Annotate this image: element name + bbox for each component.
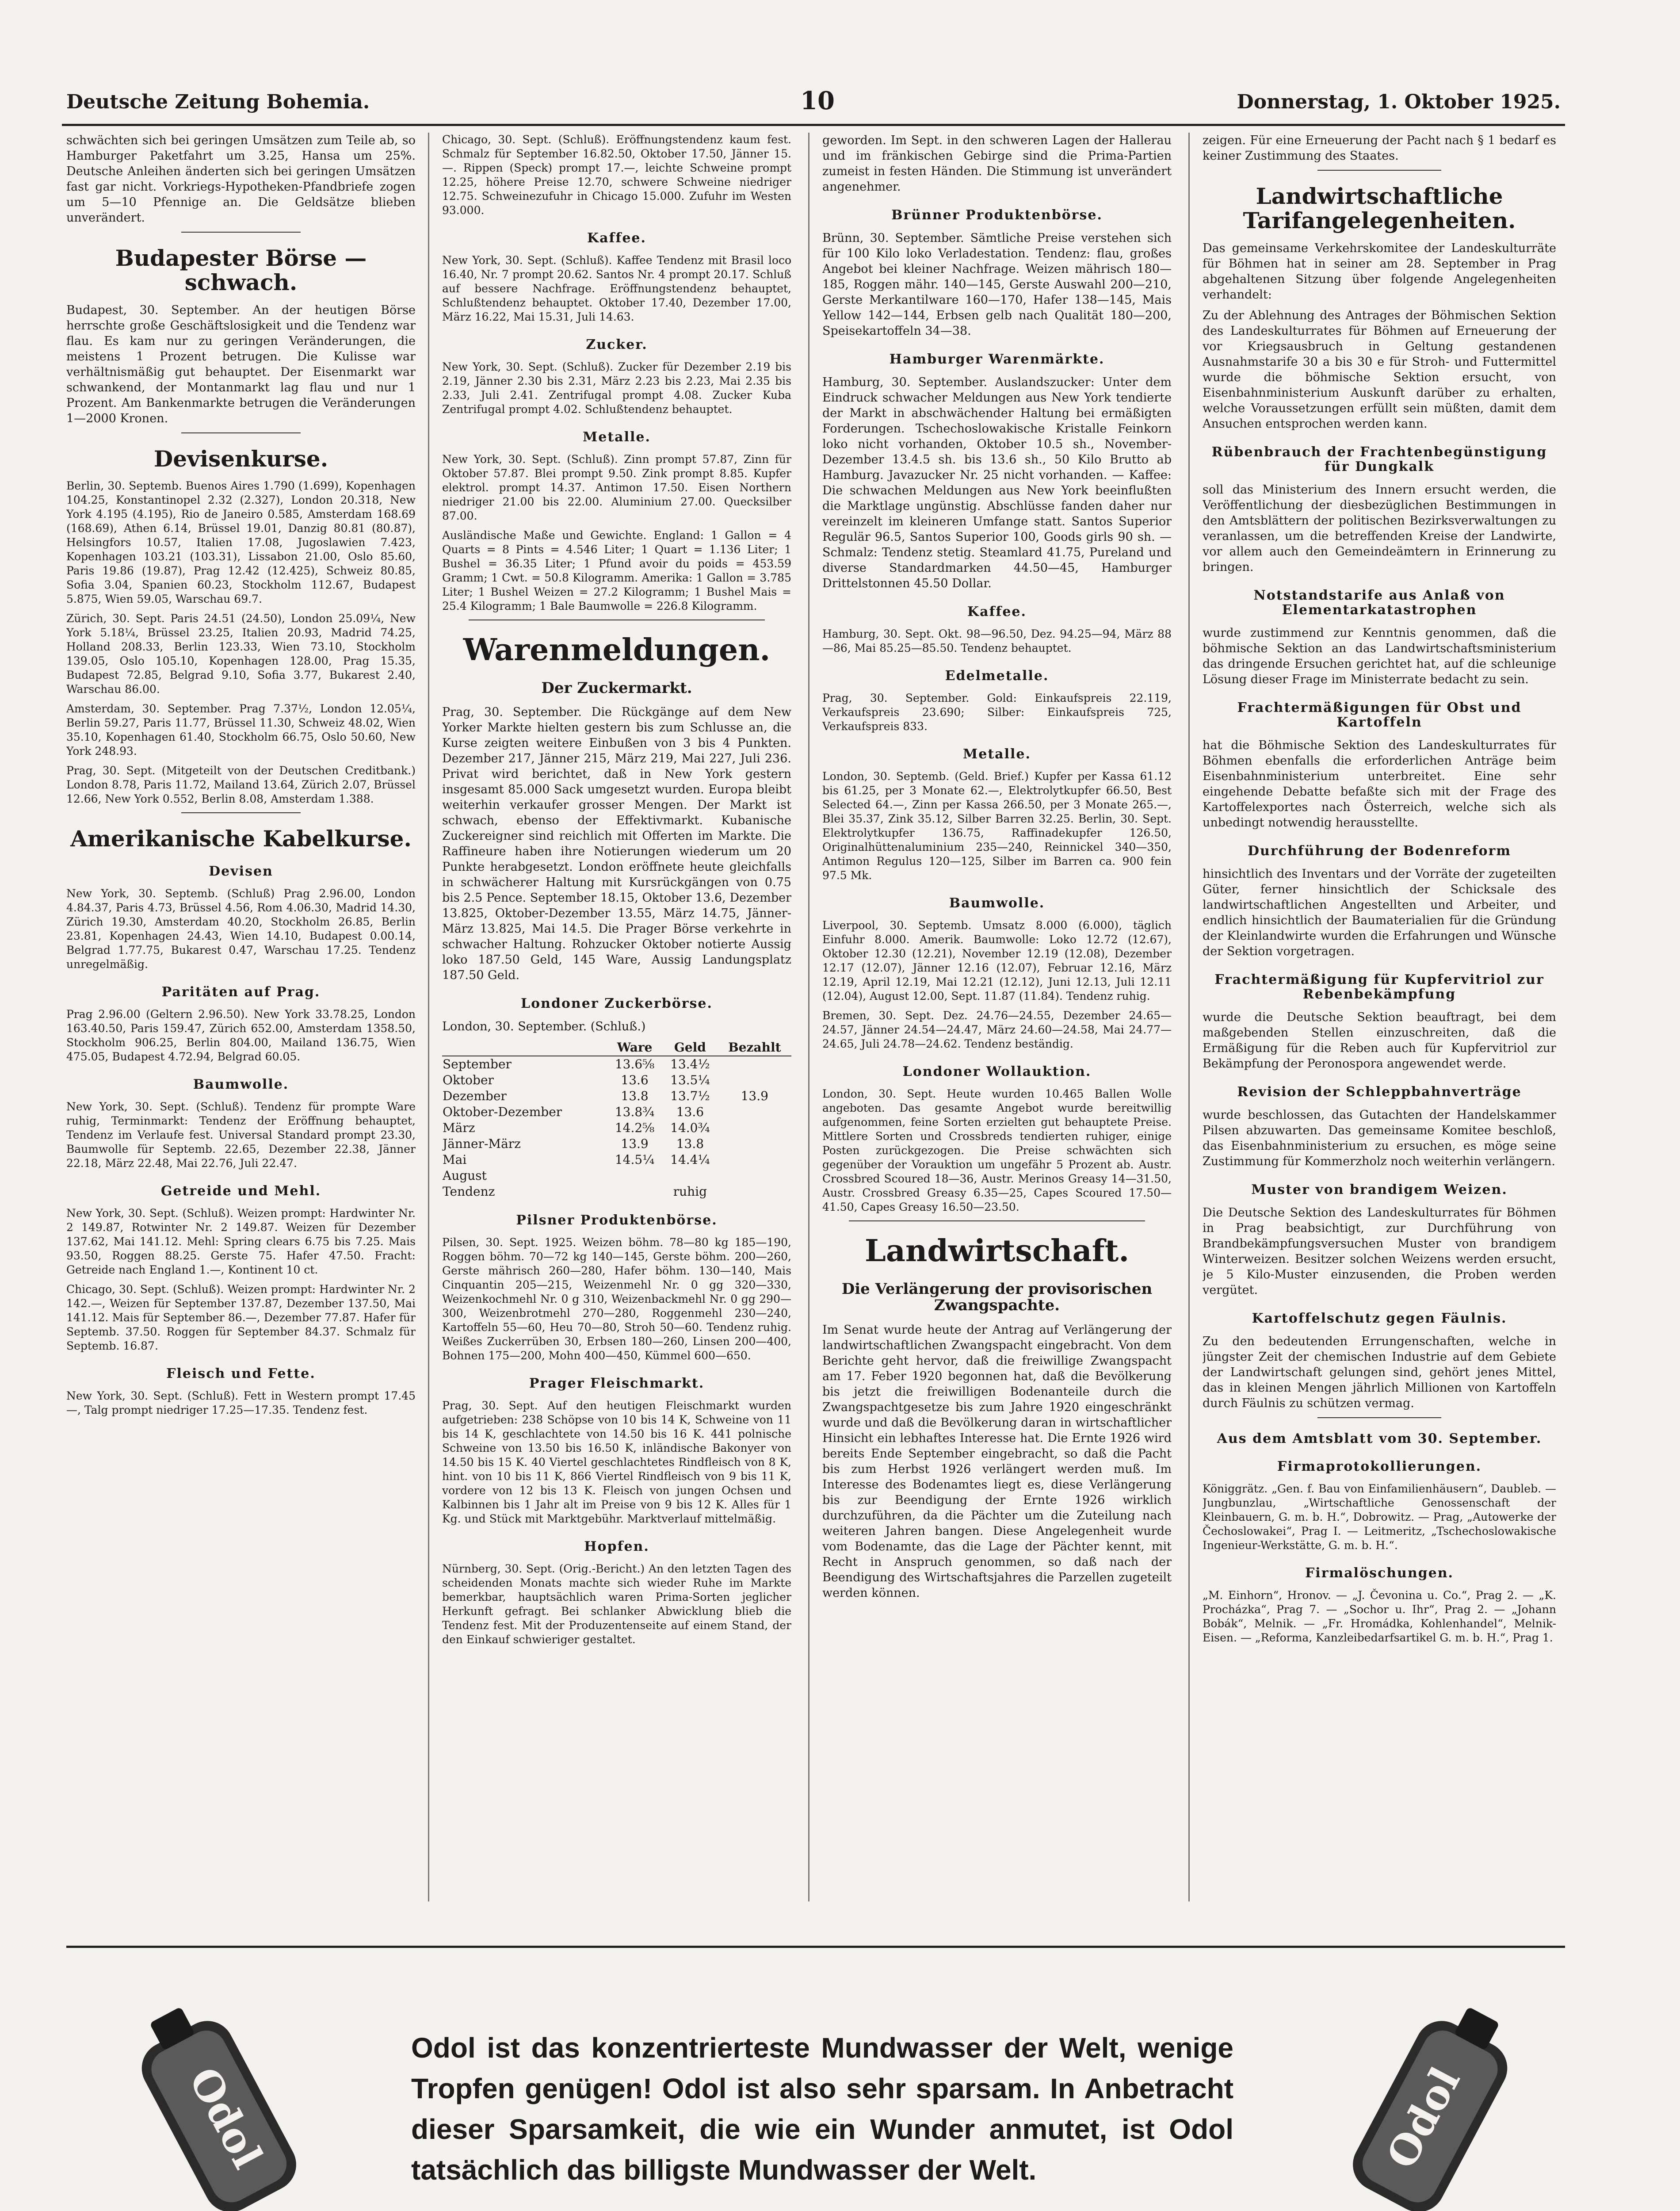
article-text: zeigen. Für eine Erneuerung der Pacht nach § 1 bedarf es keiner Zustimmung des Staates. — [1203, 134, 1556, 163]
divider — [1317, 1417, 1441, 1418]
issue-date: Donnerstag, 1. Oktober 1925. — [1237, 91, 1561, 113]
subheading: Notstandstarife aus Anlaß von Elementarkatastrophen — [1253, 588, 1505, 618]
table-header: Bezahlt — [718, 1040, 791, 1056]
subheading: Firmaprotokollierungen. — [1277, 1459, 1482, 1474]
table-cell: 13.8¾ — [615, 1105, 655, 1120]
article-text: Königgrätz. „Gen. f. Bau von Einfamilienhäusern“, Daubleb. — Jungbunzlau, „Wirtschaftliche Genossenschaft der Kleinbauern, G. m. b. H.“, Dobrowitz. — Prag, „Autowerke der Čechoslowakei“, Prag I. — Leitmeritz, „Tschechoslowakische Ingenieur-Werkstätte, G. m. b. H.“. — [1203, 1482, 1556, 1552]
subheading: Londoner Wollauktion. — [902, 1064, 1092, 1079]
table-cell: 14.5¼ — [615, 1152, 655, 1167]
market-text: Liverpool, 30. Septemb. Umsatz 8.000 (6.000), täglich Einfuhr 8.000. Amerik. Baumwolle: Loko 12.72 (12.67), Oktober 12.30 (12.21), November 12.19 (12.08), Dezember 12.17 (12.07), Jänner 12.16 (12.07), Februar 12.16, März 12.19, April 12.19, Mai 12.21 (12.12), Juni 12.13, Juli 12.11 (12.04), August 12.00, Sept. 11.87 (11.84). Tendenz ruhig. — [822, 919, 1172, 1002]
column-divider — [808, 133, 809, 1901]
article-text: geworden. Im Sept. in den schweren Lagen der Hallerau und im fränkischen Gebirge sind die Prima-Partien zumeist in festen Händen. Die Stimmung ist unverändert angenehmer. — [822, 134, 1172, 194]
market-text: Nürnberg, 30. Sept. (Orig.-Bericht.) An den letzten Tagen des scheidenden Monats machte sich wieder Ruhe im Markte bemerkbar, hauptsächlich waren Prima-Sorten jeglicher Herkunft gefragt. Bei schlanker Abwicklung blieb die Tendenz fest. Mit der Produzentenseite auf einem Stand, der den Einkauf schwieriger gestaltet. — [442, 1562, 791, 1646]
table-cell: August — [443, 1168, 487, 1183]
ad-copy: Odol ist das konzentrierteste Mundwasser der Welt, wenige Tropfen genügen! Odol ist also sehr sparsam. In Anbetracht dieser Sparsamkeit, die wie ein Wunder anmutet, ist Odol tatsächlich das billigste Mundwasser der Welt. — [411, 2032, 1233, 2186]
article-text: wurde beschlossen, das Gutachten der Handelskammer Pilsen abzuwarten. Das gemeinsame Komitee beschloß, das Eisenbahnministerium zu ersuchen, es möge seine Zustimmung für Kommerzholz noch weiterhin verlängern. — [1203, 1108, 1556, 1168]
article-text: Zu den bedeutenden Errungenschaften, welche in jüngster Zeit der chemischen Industrie auf dem Gebiete der Landwirtschaft gelungen sind, gehört jenes Mittel, das in kleinen Mengen jährlich Millionen von Kartoffeln durch Fäulnis zu schützen vermag. — [1203, 1335, 1556, 1410]
subheading: Kaffee. — [587, 230, 646, 246]
headline-landwirtschaft: Landwirtschaft. — [865, 1233, 1129, 1269]
column-divider — [1188, 133, 1190, 1901]
subheading: Fleisch und Fette. — [166, 1366, 316, 1381]
market-text: New York, 30. Sept. (Schluß). Weizen prompt: Hardwinter Nr. 2 149.87, Rotwinter Nr. 2 149.87. Weizen für Dezember 137.62, Mai 141.12. Mehl: Spring clears 6.75 bis 7.25. Mais 93.50, Roggen 88.25. Gerste 75. Hafer 47.50. Fracht: Getreide nach England 1.—, Kontinent 10 ct. — [66, 1207, 416, 1276]
table-header — [442, 1040, 607, 1056]
market-text: Chicago, 30. Sept. (Schluß). Weizen prompt: Hardwinter Nr. 2 142.—, Weizen für September 137.87, Dezember 137.50, Mai 141.12. Mais für September 86.—, Dezember 77.87. Hafer für Septemb. 37.50. Roggen für September 84.37. Schmalz für Septemb. 16.87. — [66, 1283, 416, 1352]
market-text: London, 30. Septemb. (Geld. Brief.) Kupfer per Kassa 61.12 bis 61.25, per 3 Monate 62.—, Elektrolytkupfer 66.50, Best Selected 64.—, Zinn per Kassa 266.50, per 3 Monate 265.—, Blei 35.37, Zink 35.12, Silber Barren 32.25. Berlin, 30. Sept. Elektrolytkupfer 136.75, Raffinadekupfer 126.50, Originalhüttenaluminium 235—240, Reinnickel 340—350, Antimon Regulus 120—125, Silber im Barren ca. 900 fein 97.5 Mk. — [822, 770, 1172, 882]
odol-advertisement — [66, 1946, 1565, 2211]
london-sugar-table — [442, 1040, 791, 1200]
subheading: Pilsner Produktenbörse. — [516, 1213, 718, 1228]
market-text: Zürich, 30. Sept. Paris 24.51 (24.50), London 25.09¼, New York 5.18¼, Brüssel 23.25, Italien 20.93, Madrid 74.25, Holland 208.33, Berlin 123.33, Wien 73.10, Stockholm 139.05, Oslo 105.10, Kopenhagen 128.00, Prag 15.35, Budapest 72.85, Belgrad 9.10, Sofia 3.77, Bukarest 2.40, Warschau 86.00. — [66, 612, 416, 696]
table-cell: 13.7½ — [670, 1089, 710, 1104]
table-row — [442, 1056, 791, 1072]
market-text: Berlin, 30. Septemb. Buenos Aires 1.790 (1.699), Kopenhagen 104.25, Konstantinopel 2.32 (2.327), London 20.318, New York 4.195 (4.195), Rio de Janeiro 0.585, Amsterdam 168.69 (168.69), Athen 6.14, Brüssel 19.01, Danzig 80.81 (80.87), Helsingfors 10.57, Italien 17.08, Jugoslawien 7.423, Kopenhagen 103.21 (103.31), Lissabon 21.00, Oslo 85.60, Paris 19.86 (19.87), Prag 12.42 (12.425), Schweiz 80.85, Sofia 3.04, Spanien 60.23, Stockholm 112.67, Budapest 5.875, Wien 59.05, Warschau 69.7. — [66, 479, 416, 605]
table-cell: Mai — [443, 1152, 467, 1167]
article-text: Hamburg, 30. September. Auslandszucker: Unter dem Eindruck schwacher Meldungen aus New York tendierte der Markt in abschwächender Haltung bei ermäßigten Forderungen. Tschechoslowakische Kristalle Feinkorn loko nicht vorhanden, Oktober 10.5 sh., November-Dezember 13.4.5 sh. bis 13.6 sh., 50 Kilo Brutto ab Hamburg. Javazucker Nr. 25 nicht vorhanden. — Kaffee: Die schwachen Meldungen aus New York beeinflußten die Marktlage ungünstig. Abschlüsse fanden daher nur vereinzelt im kleineren Umfange statt. Santos Superior Regulär 96.5, Santos Superior 100, Goods girls 90 sh. — Schmalz: Tendenz stetig. Steamlard 41.75, Pureland und diverse Standardmarken 44.50—45, Hamburger Drittelstonnen 45.50 Dollar. — [822, 375, 1172, 590]
table-row — [442, 1072, 791, 1088]
table-cell: 13.9 — [741, 1089, 768, 1104]
article-text: „M. Einhorn“, Hronov. — „J. Čevonina u. Co.“, Prag 2. — „K. Procházka“, Prag 7. — „Sochor u. Ihr“, Prag 2. — „Johann Bobák“, Melnik. — „Fr. Hromádka, Kohlenhandel“, Melnik-Eisen. — „Reforma, Kanzleibedarfsartikel G. m. b. H.“, Prag 1. — [1203, 1589, 1556, 1644]
article-text: London, 30. September. (Schluß.) — [442, 1020, 646, 1034]
column-divider — [428, 133, 429, 1901]
table-header-row — [442, 1040, 791, 1056]
market-text: Bremen, 30. Sept. Dez. 24.76—24.55, Dezember 24.65—24.57, Jänner 24.54—24.47, März 24.60—24.58, Mai 24.77—24.65, Juli 24.78—24.62. Tendenz beständig. — [822, 1009, 1172, 1050]
subheading: Zucker. — [586, 337, 648, 352]
subheading: Metalle. — [963, 746, 1031, 762]
column-4 — [1203, 133, 1556, 1901]
market-text: New York, 30. Septemb. (Schluß) Prag 2.96.00, London 4.84.37, Paris 4.73, Brüssel 4.56, Rom 4.06.30, Madrid 14.30, Zürich 19.30, Amsterdam 40.20, Stockholm 26.85, Berlin 23.81, Kopenhagen 24.43, Wien 14.10, Budapest 0.00.14, Belgrad 1.77.75, Bukarest 0.47, Warschau 17.25. Tendenz unregelmäßig. — [66, 887, 416, 971]
table-cell: Jänner-März — [443, 1136, 521, 1151]
header-rule — [62, 124, 1565, 126]
divider — [849, 1220, 1145, 1221]
table-cell — [662, 1168, 718, 1184]
table-row — [442, 1120, 791, 1136]
market-text: London, 30. Sept. Heute wurden 10.465 Ballen Wolle angeboten. Das gesamte Angebot wurde bereitwillig aufgenommen, feine Sorten erzielten gut behauptete Preise. Mittlere Sorten und Crossbreds tendierten ruhiger, einige Posten zurückgezogen. Die Preise schwächten sich gegenüber der Vorauktion um ungefähr 5 Prozent ab. Austr. Crossbred Scoured 18—36, Austr. Merinos Greasy 14—31.50, Austr. Crossbred Greasy 6.35—25, Capes Scoured 17.50—41.50, Capes Greasy 16.50—23.50. — [822, 1087, 1172, 1213]
subheading: Frachtermäßigung für Kupfervitriol zur Rebenbekämpfung — [1214, 972, 1544, 1002]
table-row — [442, 1184, 791, 1200]
table-cell: Tendenz — [443, 1184, 495, 1199]
table-cell: März — [443, 1121, 475, 1136]
subheading: Metalle. — [583, 429, 651, 445]
article-text: soll das Ministerium des Innern ersucht werden, die Veröffentlichung der diesbezüglichen Bestimmungen in den Amtsblättern der politischen Bezirksverwaltungen zu veranlassen, um die betreffenden Kreise der Landwirte, vor allem auch den Gemeindeämtern in Erinnerung zu bringen. — [1203, 483, 1556, 574]
subheading: Der Zuckermarkt. — [541, 679, 692, 697]
paper-name: Deutsche Zeitung Bohemia. — [66, 91, 370, 113]
table-cell: 13.6 — [676, 1105, 704, 1120]
headline-devisen: Devisenkurse. — [153, 446, 328, 472]
table-header: Geld — [662, 1040, 718, 1056]
table-cell: 13.8 — [676, 1136, 704, 1151]
table-cell: 14.2⅝ — [615, 1121, 655, 1136]
article-text: Das gemeinsame Verkehrskomitee der Landeskulturräte für Böhmen hat in seiner am 28. September in Prag abgehaltenen Sitzung über folgende Angelegenheiten verhandelt: — [1203, 241, 1556, 302]
subheading: Rübenbrauch der Frachtenbegünstigung für Dungkalk — [1211, 444, 1547, 474]
subheading: Londoner Zuckerbörse. — [521, 996, 713, 1012]
subheading: Firmalöschungen. — [1305, 1565, 1454, 1581]
article-text: Zu der Ablehnung des Antrages der Böhmischen Sektion des Landeskulturrates für Böhmen auf Erneuerung der vor Kriegsausbruch in Geltung gestandenen Ausnahmstarife 30 a bis 30 e für Stroh- und Futtermittel wurde die böhmische Sektion ersucht, von Eisenbahnministerium Auskunft darüber zu erhalten, welche Voraussetzungen erfüllt sein müßten, damit dem Ansuchen entsprochen werden kann. — [1203, 309, 1556, 431]
table-cell: 13.6⅝ — [615, 1057, 655, 1072]
subheading: Die Verlängerung der provisorischen Zwangspachte. — [841, 1280, 1153, 1315]
article-text: wurde zustimmend zur Kenntnis genommen, daß die böhmische Sektion an das Landwirtschaftsministerium das dringende Ersuchen gerichtet hat, auf die schleunige Lösung dieser Frage im Ministerrate bedacht zu sein. — [1203, 626, 1556, 686]
column-2 — [442, 133, 791, 1901]
headline-amerikanische: Amerikanische Kabelkurse. — [70, 826, 412, 852]
headline-warenmeldungen: Warenmeldungen. — [463, 632, 771, 668]
headline-tarif: Landwirtschaftliche Tarifangelegenheiten. — [1243, 183, 1516, 233]
subheading: Hamburger Warenmärkte. — [889, 352, 1105, 367]
subheading: Kartoffelschutz gegen Fäulnis. — [1252, 1311, 1507, 1326]
article-text: Im Senat wurde heute der Antrag auf Verlängerung der landwirtschaftlichen Zwangspacht eingebracht. Von dem Berichte geht hervor, daß die freiwillige Zwangspacht am 17. Feber 1920 begonnen hat, daß die Bevölkerung bis jetzt die freiwilligen Bodenanteile durch die Zwangspachtgesetze bis zum Jahre 1920 eingeschränkt wurde und daß die Bevölkerung daran in wirtschaftlicher Hinsicht ein lebhaftes Interesse hat. Die Ernte 1926 wird bereits Ende September eingebracht, so daß die Pacht bis zum Herbst 1926 verlängert werden muß. Im Interesse des Bodenamtes liegt es, diese Verlängerung bis zur Beendigung der Ernte 1926 wirklich durchzuführen, da die Pächter um die Zuteilung nach weiteren Jahren bangen. Diese Angelegenheit wurde vom Bodenamte, das die Lage der Pächter kennt, mit Recht in Anspruch genommen, so daß nach der Beendigung des Wirtschaftsjahres die Parzellen zugeteilt werden können. — [822, 1323, 1172, 1600]
headline-budapest: Budapester Börse — schwach. — [115, 245, 367, 295]
subheading: Aus dem Amtsblatt vom 30. September. — [1217, 1431, 1542, 1446]
market-text: Pilsen, 30. Sept. 1925. Weizen böhm. 78—80 kg 185—190, Roggen böhm. 70—72 kg 140—145, Gerste böhm. 200—260, Gerste mährisch 260—280, Hafer böhm. 130—140, Mais Cinquantin 205—215, Weizenmehl Nr. 0 gg 320—330, Weizenkochmehl Nr. 0 g 310, Weizenbackmehl Nr. 0 gg 290—300, Weizenbrotmehl 270—280, Roggenmehl 230—240, Kartoffeln 55—60, Heu 70—80, Stroh 50—60. Tendenz ruhig. Weißes Zuckerrüben 30, Erbsen 180—260, Linsen 200—400, Bohnen 175—200, Mohn 400—450, Kümmel 600—650. — [442, 1236, 791, 1362]
subheading: Prager Fleischmarkt. — [529, 1376, 705, 1392]
table-row — [442, 1104, 791, 1120]
market-text: New York, 30. Sept. (Schluß). Tendenz für prompte Ware ruhig, Terminmarkt: Tendenz der Eröffnung behauptet, Tendenz im Verlaufe fest. Universal Standard prompt 23.30, Baumwolle für Septemb. 22.65, Dezember 22.38, Jänner 22.18, März 22.48, Mai 22.76, Juli 22.47. — [66, 1100, 416, 1170]
subheading: Revision der Schleppbahnverträge — [1237, 1084, 1522, 1100]
table-row — [442, 1088, 791, 1104]
table-cell — [718, 1104, 791, 1120]
table-row — [442, 1152, 791, 1168]
subheading: Baumwolle. — [193, 1077, 289, 1092]
divider — [181, 432, 301, 433]
subheading: Getreide und Mehl. — [160, 1183, 321, 1199]
table-cell — [718, 1056, 791, 1072]
subheading: Paritäten auf Prag. — [161, 984, 321, 1000]
bottle-label: Odol — [1377, 2059, 1470, 2177]
column-1 — [66, 133, 416, 1901]
market-text: Ausländische Maße und Gewichte. England: 1 Gallon = 4 Quarts = 8 Pints = 4.546 Liter; 1 Quart = 1.136 Liter; 1 Bushel = 36.35 Liter; 1 Pfund avoir du poids = 453.59 Gramm; 1 Cwt. = 50.8 Kilogramm. Amerika: 1 Gallon = 3.785 Liter; 1 Bushel Weizen = 27.2 Kilogramm; 1 Bushel Mais = 25.4 Kilogramm; 1 Bale Baumwolle = 226.8 Kilogramm. — [442, 529, 791, 612]
market-text: New York, 30. Sept. (Schluß). Zucker für Dezember 2.19 bis 2.19, Jänner 2.30 bis 2.31, März 2.23 bis 2.23, Mai 2.35 bis 2.33, Juli 2.41. Zentrifugal prompt 4.08. Zucker Kuba Zentrifugal prompt 4.02. Schlußtendenz behauptet. — [442, 360, 791, 416]
table-cell: Oktober — [443, 1073, 494, 1088]
article-text: hinsichtlich des Inventars und der Vorräte der zugeteilten Güter, ferner hinsichtlich der Schicksale des landwirtschaftlichen Angestellten und Arbeiter, und endlich hinsichtlich der Baumaterialien für die Gründung der Kleinlandwirte wurden die Erfahrungen und Wünsche der Sektion vorgetragen. — [1203, 867, 1556, 958]
article-text: wurde die Deutsche Sektion beauftragt, bei dem maßgebenden Stellen einzuschreiten, daß die Ermäßigung für die Reben auch für Kupfervitriol zur Bekämpfung der Peronospora angewendet werde. — [1203, 1010, 1556, 1071]
table-header: Ware — [607, 1040, 662, 1056]
divider — [1317, 170, 1441, 171]
table-row — [442, 1136, 791, 1152]
market-text: New York, 30. Sept. (Schluß). Fett in Western prompt 17.45—, Talg prompt niedriger 17.25—17.35. Tendenz fest. — [66, 1389, 416, 1416]
table-row — [442, 1168, 791, 1184]
market-text: Prag, 30. Sept. Auf den heutigen Fleischmarkt wurden aufgetrieben: 238 Schöpse von 10 bis 14 K, Schweine von 11 bis 14 K, geschlachtete von 14.50 bis 16 K. 441 polnische Schweine von 13.50 bis 16.50 K, inländische Bakonyer von 14.50 bis 15 K. 40 Viertel geschlachtetes Rindfleisch von 8 K, hint. von 10 bis 11 K, 866 Viertel Rindfleisch von 9 bis 11 K, vordere von 12 bis 13 K. Fleisch von jungen Ochsen und Kalbinnen bis 1 Jahr alt im Preise von 9 bis 12 K. Alles für 1 Kg. und Stück mit Marktgebühr. Marktverlauf mittelmäßig. — [442, 1399, 791, 1526]
table-cell — [607, 1168, 662, 1184]
table-cell: 13.9 — [621, 1136, 649, 1151]
market-text: New York, 30. Sept. (Schluß). Zinn prompt 57.87, Zinn für Oktober 57.87. Blei prompt 9.50. Zink prompt 8.85. Kupfer elektrol. prompt 14.37. Antimon 17.50. Eisen Northern niedriger 21.00 bis 22.00. Aluminium 27.00. Quecksilber 87.00. — [442, 453, 791, 522]
subheading: Frachtermäßigungen für Obst und Kartoffeln — [1237, 700, 1522, 730]
table-cell: 13.4½ — [670, 1057, 710, 1072]
subheading: Devisen — [209, 864, 273, 879]
column-3 — [822, 133, 1172, 1901]
article-text: Die Deutsche Sektion des Landeskulturrates für Böhmen in Prag beabsichtigt, zur Durchführung von Brandbekämpfungsversuchen Muster von brandigem Winterweizen. Besitzer solchen Weizens werden ersucht, je 5 Kilo-Muster einzusenden, die Proben werden vergütet. — [1203, 1206, 1556, 1297]
market-text: Prag 2.96.00 (Geltern 2.96.50). New York 33.78.25, London 163.40.50, Paris 159.47, Zürich 652.00, Amsterdam 1358.50, Stockholm 906.25, Berlin 804.00, Mailand 136.75, Wien 475.05, Budapest 4.72.94, Belgrad 60.05. — [66, 1008, 416, 1063]
article-text: schwächten sich bei geringen Umsätzen zum Teile ab, so Hamburger Paketfahrt um 3.25, Hansa um 25%. Deutsche Anleihen änderten sich bei geringen Umsätzen fast gar nicht. Vorkriegs-Hypotheken-Pfandbriefe zogen um 5—10 Pfennige an. Die Geldsätze blieben unverändert. — [66, 134, 416, 225]
table-cell: 14.0¾ — [670, 1121, 710, 1136]
market-text: Chicago, 30. Sept. (Schluß). Eröffnungstendenz kaum fest. Schmalz für September 16.82.50, Oktober 17.50, Jänner 15.—. Rippen (Speck) prompt 17.—, leichte Schweine prompt 12.25, höhere Preise 12.70, schwere Schweine niedriger 12.75. Schweinezufuhr in Chicago 15.000. Zufuhr im Westen 93.000. — [442, 133, 791, 217]
table-cell: Oktober-Dezember — [443, 1105, 562, 1120]
subheading: Durchführung der Bodenreform — [1248, 843, 1511, 859]
table-cell: 13.6 — [621, 1073, 649, 1088]
subheading: Hopfen. — [584, 1539, 649, 1555]
article-text: Brünn, 30. September. Sämtliche Preise verstehen sich für 100 Kilo loko Verladestation. Tendenz: flau, großes Angebot bei kleiner Nachfrage. Weizen mährisch 180—185, Roggen mähr. 140—145, Gerste Auswahl 200—210, Gerste Merkantilware 160—170, Hafer 138—145, Mais Yellow 142—144, Erbsen gelb nach Qualität 180—200, Speisekartoffeln 34—38. — [822, 231, 1172, 338]
table-cell — [718, 1120, 791, 1136]
divider — [181, 232, 301, 233]
article-text: Prag, 30. September. Die Rückgänge auf dem New Yorker Markte hielten gestern bis zum Schlusse an, die Kurse zeigten weitere Einbußen von 3 bis 4 Punkten. Dezember 217, Jänner 215, März 219, Mai 227, Juli 236. Privat wird berichtet, daß in New York gestern insgesamt 85.000 Sack umgesetzt wurden. Europa bleibt weiterhin verkaufer grosser Mengen. Der Markt ist schwach, ebenso der Effektivmarkt. Kubanische Zuckereigner sind reichlich mit Offerten im Markte. Die Raffineure haben ihre Notierungen wiederum um 20 Punkte herabgesetzt. London eröffnete heute gleichfalls in schwächerer Haltung mit Kursrückgängen von 0.75 bis 2.5 Pence. September 18.15, Oktober 13.6, Dezember 13.825, Oktober-Dezember 13.55, März 14.75, Jänner-März 13.825, Mai 14.5. Die Prager Börse verkehrte in schwacher Haltung. Rohzucker Oktober notierte Aussig loko 187.50 Geld, 145 Ware, Aussig Landungsplatz 187.50 Geld. — [442, 705, 791, 983]
table-cell — [607, 1184, 662, 1200]
subheading: Baumwolle. — [949, 895, 1045, 911]
table-cell — [718, 1152, 791, 1168]
market-text: Amsterdam, 30. September. Prag 7.37½, London 12.05¼, Berlin 59.27, Paris 11.77, Brüssel 11.30, Schweiz 48.02, Wien 35.10, Kopenhagen 61.40, Stockholm 66.75, Oslo 50.60, New York 248.93. — [66, 702, 416, 757]
market-text: Hamburg, 30. Sept. Okt. 98—96.50, Dez. 94.25—94, März 88—86, Mai 85.25—85.50. Tendenz behauptet. — [822, 627, 1172, 654]
page-number: 10 — [800, 86, 835, 115]
table-cell — [718, 1168, 791, 1184]
table-cell: 14.4¼ — [670, 1152, 710, 1167]
masthead — [66, 86, 1561, 117]
market-text: New York, 30. Sept. (Schluß). Kaffee Tendenz mit Brasil loco 16.40, Nr. 7 prompt 20.62. Santos Nr. 4 prompt 20.17. Schluß auf bessere Nachfrage. Eröffnungstendenz behauptet, Schlußtendenz behauptet. Oktober 17.40, Dezember 17.00, März 16.22, Mai 15.31, Juli 14.63. — [442, 254, 791, 323]
subheading: Kaffee. — [967, 604, 1027, 620]
subheading: Brünner Produktenbörse. — [891, 207, 1103, 223]
market-text: Prag, 30. Sept. (Mitgeteilt von der Deutschen Creditbank.) London 8.78, Paris 11.72, Mailand 13.64, Zürich 2.07, Brüssel 12.66, New York 0.552, Berlin 8.08, Amsterdam 1.388. — [66, 764, 416, 805]
bottle-label: Odol — [179, 2059, 272, 2177]
divider — [181, 812, 301, 813]
market-text: Prag, 30. September. Gold: Einkaufspreis 22.119, Verkaufspreis 23.690; Silber: Einkaufspreis 725, Verkaufspreis 833. — [822, 692, 1172, 733]
table-cell: September — [443, 1057, 512, 1072]
table-cell: 13.5¼ — [670, 1073, 710, 1088]
article-text: hat die Böhmische Sektion des Landeskulturrates für Böhmen ebenfalls die erforderlichen Anträge beim Eisenbahnministerium unterbreitet. Eine sehr eingehende Debatte befaßte sich mit der Frage des Kartoffelexportes nach Österreich, welche sich als unbedingt notwendig herausstellte. — [1203, 738, 1556, 830]
table-cell: 13.8 — [621, 1089, 649, 1104]
odol-bottle-right — [1313, 1997, 1543, 2211]
subheading: Edelmetalle. — [945, 668, 1049, 684]
article-text: Budapest, 30. September. An der heutigen Börse herrschte große Geschäftslosigkeit und die Tendenz war flau. Es kam nur zu geringen Veränderungen, die meistens 1 Prozent betrugen. Die Kulisse war verhältnismäßig gut behauptet. Der Eisenmarkt war schwankend, der Montanmarkt lag flau und nur 1 Prozent. Am Bankenmarkte betrugen die Veränderungen 1—2000 Kronen. — [66, 303, 416, 425]
table-cell — [718, 1072, 791, 1088]
odol-bottle-left — [106, 1997, 336, 2211]
table-cell: Dezember — [443, 1089, 507, 1104]
table-cell — [718, 1184, 791, 1200]
subheading: Muster von brandigem Weizen. — [1251, 1182, 1508, 1197]
table-cell: ruhig — [673, 1184, 707, 1199]
table-cell — [718, 1136, 791, 1152]
